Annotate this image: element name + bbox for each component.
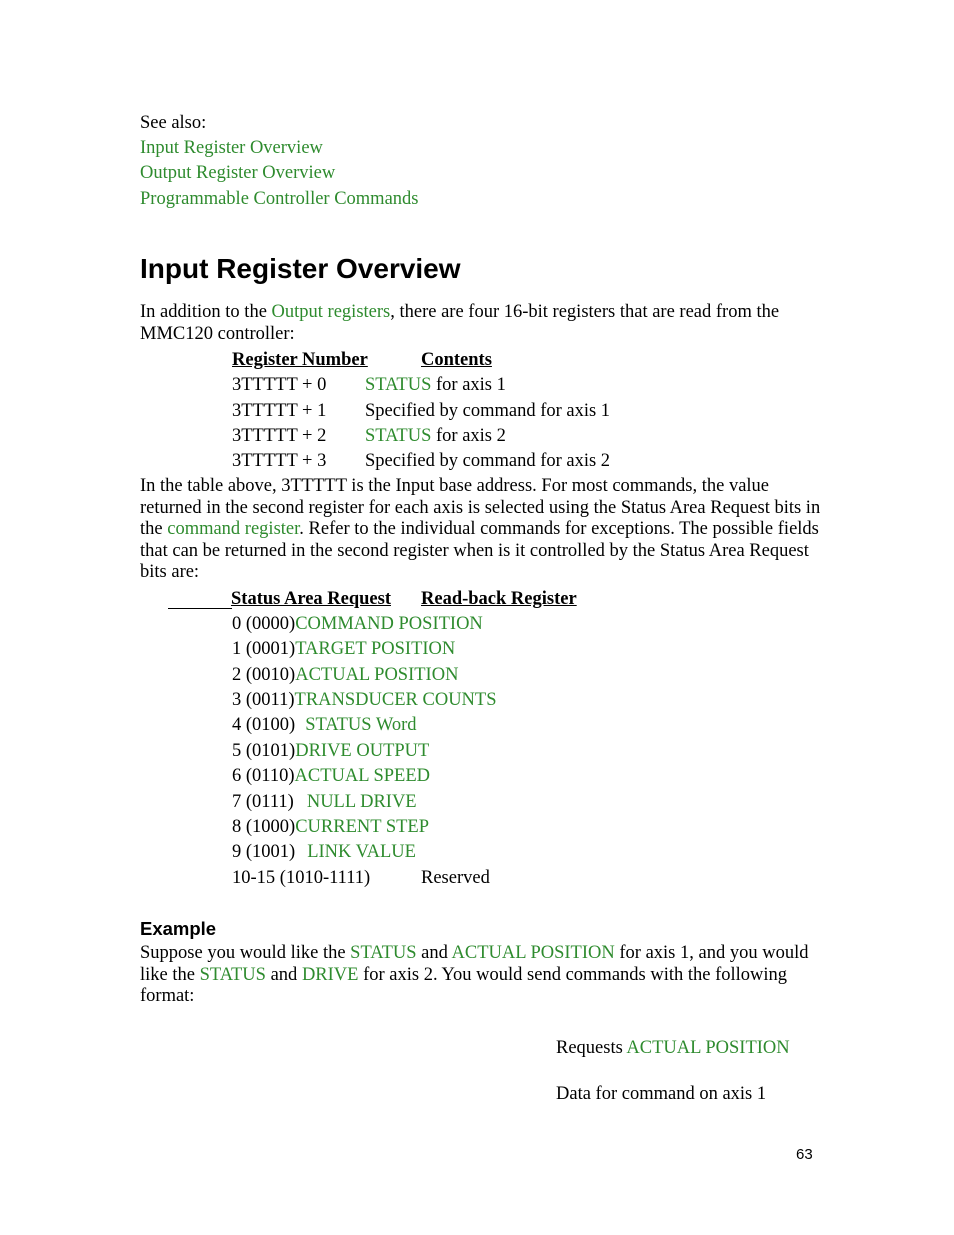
status-row xyxy=(232,664,458,686)
status-code: 7 (0111) xyxy=(232,792,294,812)
link-transducer-counts[interactable]: TRANSDUCER COUNTS xyxy=(294,690,497,710)
register-number: 3TTTTT + 3 xyxy=(232,451,327,471)
link-input-register-overview[interactable]: Input Register Overview xyxy=(140,138,323,158)
intro-text-after: , there are four 16-bit registers that are read from the MMC120 controller: xyxy=(140,302,780,344)
status-code: 4 (0100) xyxy=(232,715,296,735)
example-text: for axis 2. You would send commands with the following format: xyxy=(140,964,788,1006)
link-status[interactable]: STATUS xyxy=(365,375,432,395)
link-status-word[interactable]: STATUS Word xyxy=(305,715,417,735)
example-heading: Example xyxy=(140,918,217,939)
example-text: and xyxy=(265,964,302,985)
page-number: 63 xyxy=(796,1146,813,1163)
register-number: 3TTTTT + 0 xyxy=(232,375,327,395)
data-note: Data for command on axis 1 xyxy=(556,1084,767,1104)
link-programmable-controller-commands[interactable]: Programmable Controller Commands xyxy=(140,189,419,209)
intro-text-before: In addition to the xyxy=(140,302,272,322)
page-title: Input Register Overview xyxy=(140,253,461,284)
contents-text: for axis 2 xyxy=(431,426,506,446)
requests-note xyxy=(556,1037,790,1059)
read-back-register-header: Read-back Register xyxy=(421,589,577,609)
status-code: 0 (0000) xyxy=(232,614,296,634)
header-underline-rule xyxy=(168,608,232,609)
status-area-request-header: Status Area Request xyxy=(231,589,391,609)
status-row xyxy=(232,638,455,660)
status-row xyxy=(232,613,483,635)
register-number-header: Register Number xyxy=(232,350,368,370)
register-number: 3TTTTT + 2 xyxy=(232,426,327,446)
status-row xyxy=(232,714,417,736)
see-also-label: See also: xyxy=(140,113,207,133)
status-code: 5 (0101) xyxy=(232,741,296,761)
status-area-paragraph xyxy=(140,476,830,584)
para2-text-before: In the table above, 3TTTTT is the Input base address. For most commands, the value returned in the second register for each axis is selected using the Status Area Request bits in the xyxy=(140,476,821,539)
status-code: 8 (1000) xyxy=(232,817,296,837)
link-null-drive[interactable]: NULL DRIVE xyxy=(306,792,417,812)
link-status[interactable]: STATUS xyxy=(199,964,266,985)
link-drive-output[interactable]: DRIVE OUTPUT xyxy=(295,741,430,761)
status-row xyxy=(232,765,430,787)
status-code: 1 (0001) xyxy=(232,639,296,659)
status-row xyxy=(232,841,416,863)
register-contents: Specified by command for axis 2 xyxy=(365,451,611,471)
link-actual-position[interactable]: ACTUAL POSITION xyxy=(295,665,459,685)
link-link-value[interactable]: LINK VALUE xyxy=(307,842,416,862)
example-text: Suppose you would like the xyxy=(140,943,351,963)
link-actual-position[interactable]: ACTUAL POSITION xyxy=(451,943,615,963)
link-status[interactable]: STATUS xyxy=(365,426,432,446)
status-row xyxy=(232,689,497,711)
link-current-step[interactable]: CURRENT STEP xyxy=(295,817,430,837)
example-text: and xyxy=(416,943,452,963)
status-code: 9 (1001) xyxy=(232,842,296,862)
link-drive[interactable]: DRIVE xyxy=(301,964,359,985)
link-output-registers[interactable]: Output registers xyxy=(271,302,391,322)
status-code: 2 (0010) xyxy=(232,665,296,685)
reserved-value: Reserved xyxy=(421,868,490,888)
link-command-register[interactable]: command register xyxy=(167,519,300,539)
status-row xyxy=(232,740,429,762)
status-code: 6 (0110) xyxy=(232,766,295,786)
status-row xyxy=(232,816,429,838)
example-paragraph xyxy=(140,943,830,1008)
status-row xyxy=(232,791,417,813)
link-target-position[interactable]: TARGET POSITION xyxy=(295,639,456,659)
register-contents xyxy=(365,425,506,447)
requests-text: Requests xyxy=(556,1038,627,1058)
register-number: 3TTTTT + 1 xyxy=(232,401,327,421)
register-contents xyxy=(365,374,506,396)
intro-paragraph xyxy=(140,302,830,345)
para2-text-after: . Refer to the individual commands for exceptions. The possible fields that can be returned in the second register when is it controlled by the Status Area Request bits are: xyxy=(140,519,819,582)
reserved-code: 10-15 (1010-1111) xyxy=(232,868,371,888)
contents-text: for axis 1 xyxy=(431,375,506,395)
link-actual-position[interactable]: ACTUAL POSITION xyxy=(626,1038,790,1058)
link-status[interactable]: STATUS xyxy=(350,943,417,963)
link-output-register-overview[interactable]: Output Register Overview xyxy=(140,163,336,183)
contents-header: Contents xyxy=(421,350,492,370)
register-contents: Specified by command for axis 1 xyxy=(365,401,611,421)
example-text: for axis 1, and you would like the xyxy=(140,943,809,985)
link-actual-speed[interactable]: ACTUAL SPEED xyxy=(294,766,431,786)
status-code: 3 (0011) xyxy=(232,690,295,710)
link-command-position[interactable]: COMMAND POSITION xyxy=(295,614,483,634)
